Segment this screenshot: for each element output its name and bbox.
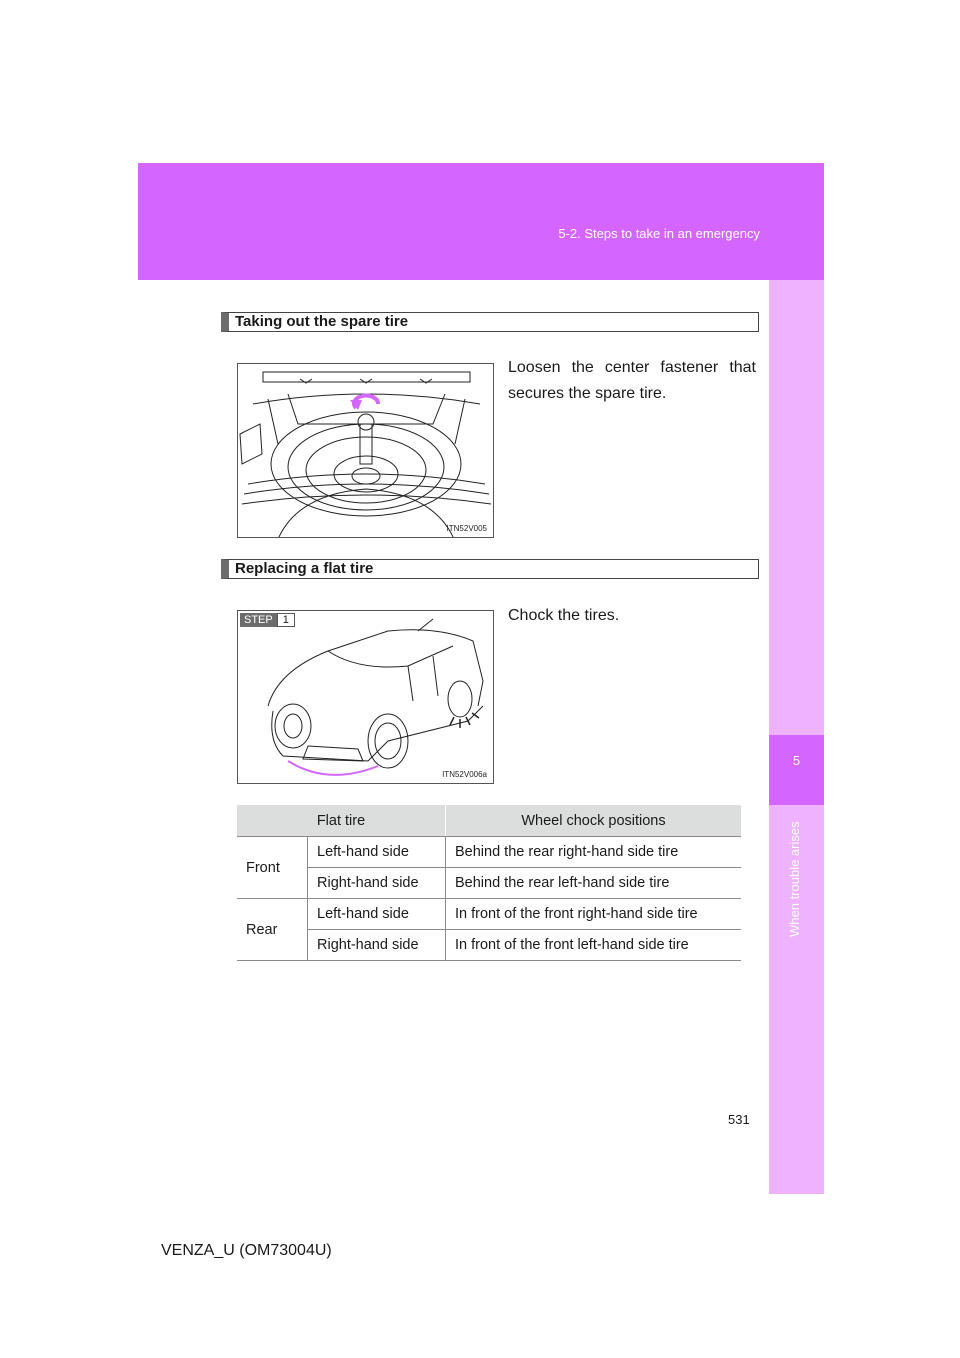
table-row xyxy=(237,930,741,961)
table-row xyxy=(237,868,741,899)
spare-tire-illustration xyxy=(237,363,494,538)
chapter-number: 5 xyxy=(792,753,801,768)
chock-position: Behind the rear left-hand side tire xyxy=(446,868,742,899)
car-drawing xyxy=(238,611,494,784)
page-number: 531 xyxy=(728,1112,750,1127)
wheel-chock-illustration xyxy=(237,610,494,784)
column-header-chock-positions: Wheel chock positions xyxy=(446,805,742,837)
header-band xyxy=(138,163,824,280)
tire-side: Right-hand side xyxy=(308,868,446,899)
tire-position: Rear xyxy=(237,899,308,961)
tire-position: Front xyxy=(237,837,308,899)
wheel-chock-table xyxy=(237,805,741,961)
section-header: 5-2. Steps to take in an emergency xyxy=(558,226,760,241)
column-header-flat-tire: Flat tire xyxy=(237,805,446,837)
instruction-text: Chock the tires. xyxy=(508,607,620,624)
footer-doc-id: VENZA_U (OM73004U) xyxy=(161,1242,332,1259)
step-number: 1 xyxy=(277,613,295,627)
figure-id: ITN52V006a xyxy=(442,770,487,779)
chock-position: Behind the rear right-hand side tire xyxy=(446,837,742,868)
figure-id: ITN52V005 xyxy=(446,524,487,533)
chock-position: In front of the front right-hand side tire xyxy=(446,899,742,930)
step-badge xyxy=(240,613,295,627)
table-row xyxy=(237,899,741,930)
chapter-label: When trouble arises xyxy=(787,821,802,937)
side-tab xyxy=(769,280,824,1194)
step-label: STEP xyxy=(240,613,277,627)
section-title-flat-tire: Replacing a flat tire xyxy=(221,559,759,579)
table-row xyxy=(237,837,741,868)
chock-position: In front of the front left-hand side tire xyxy=(446,930,742,961)
tire-side: Left-hand side xyxy=(308,837,446,868)
tire-side: Left-hand side xyxy=(308,899,446,930)
trunk-spare-tire-drawing xyxy=(238,364,494,538)
instruction-text: Loosen the center fastener that secures the spare tire. xyxy=(508,359,756,402)
chapter-tab[interactable] xyxy=(769,735,824,805)
section-title-spare-tire: Taking out the spare tire xyxy=(221,312,759,332)
tire-side: Right-hand side xyxy=(308,930,446,961)
